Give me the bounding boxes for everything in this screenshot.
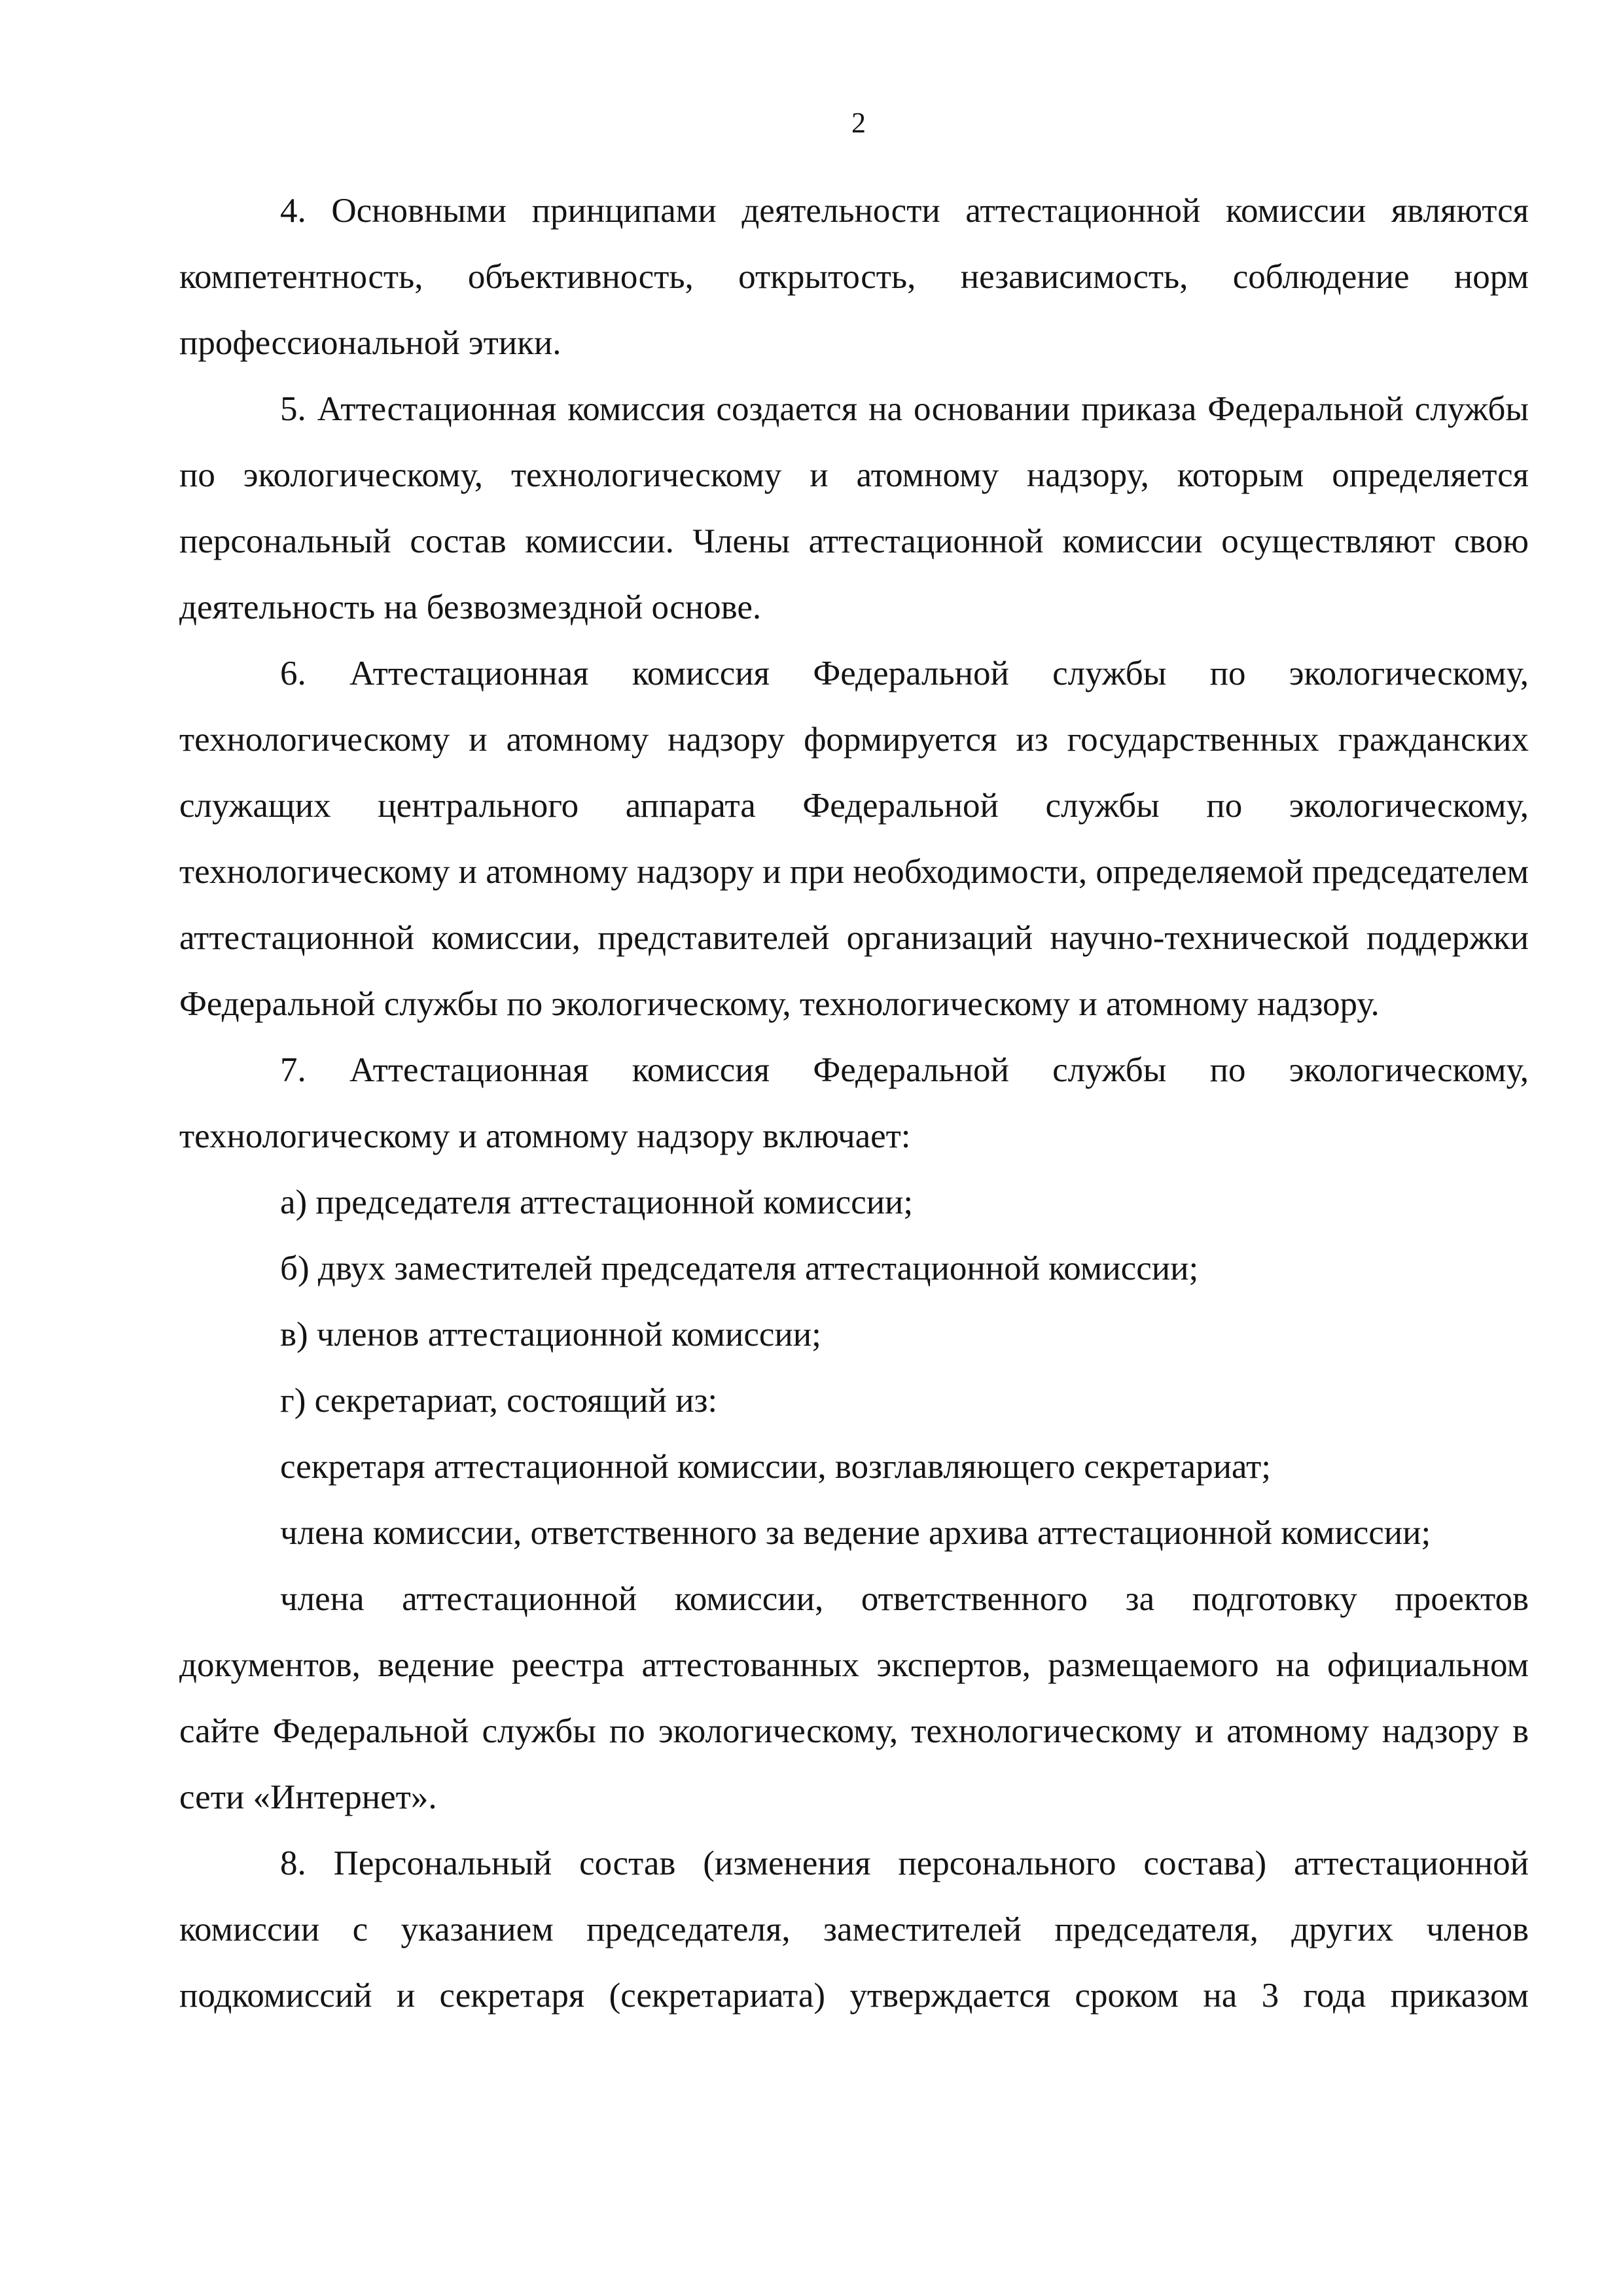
list-item-g: г) секретариат, состоящий из: [280, 1382, 718, 1420]
list-item-b: б) двух заместителей председателя аттестационной комиссии; [280, 1249, 1199, 1287]
list-item-a: а) председателя аттестационной комиссии; [280, 1183, 914, 1221]
secretariat-member-registry: члена аттестационной комиссии, ответственного за подготовку проектов документов, ведение реестра аттестованных экспертов, размещаемого на официальном сайте Федеральной службы по экологическому, технологическому и атомному надзору в сети «Интернет». [179, 1580, 1529, 1816]
document-body [179, 178, 1529, 2029]
paragraph-7-composition: 7. Аттестационная комиссия Федеральной службы по экологическому, технологическому и атомному надзору включает: [179, 1051, 1529, 1155]
paragraph-5-creation: 5. Аттестационная комиссия создается на основании приказа Федеральной службы по экологическому, технологическому и атомному надзору, которым определяется персональный состав комиссии. Члены аттестационной комиссии осуществляют свою деятельность на безвозмездной основе. [179, 390, 1529, 626]
paragraph-6-formation: 6. Аттестационная комиссия Федеральной службы по экологическому, технологическому и атомному надзору формируется из государственных гражданских служащих центрального аппарата Федеральной службы по экологическому, технологическому и атомному надзору и при необходимости, определяемой председателем аттестационной комиссии, представителей организаций научно-технической поддержки Федеральной службы по экологическому, технологическому и атомному надзору. [179, 655, 1529, 1023]
page-number: 2 [851, 107, 866, 139]
secretariat-member-secretary: секретаря аттестационной комиссии, возглавляющего секретариат; [280, 1448, 1271, 1486]
paragraph-8-personnel: 8. Персональный состав (изменения персонального состава) аттестационной комиссии с указанием председателя, заместителей председателя, других членов подкомиссий и секретаря (секретариата) утверждается сроком на 3 года приказом [179, 1844, 1529, 2015]
paragraph-4-principles: 4. Основными принципами деятельности аттестационной комиссии являются компетентность, объективность, открытость, независимость, соблюдение норм профессиональной этики. [179, 192, 1529, 362]
secretariat-member-archive: члена комиссии, ответственного за ведение архива аттестационной комиссии; [280, 1514, 1431, 1552]
list-item-v: в) членов аттестационной комиссии; [280, 1316, 821, 1354]
